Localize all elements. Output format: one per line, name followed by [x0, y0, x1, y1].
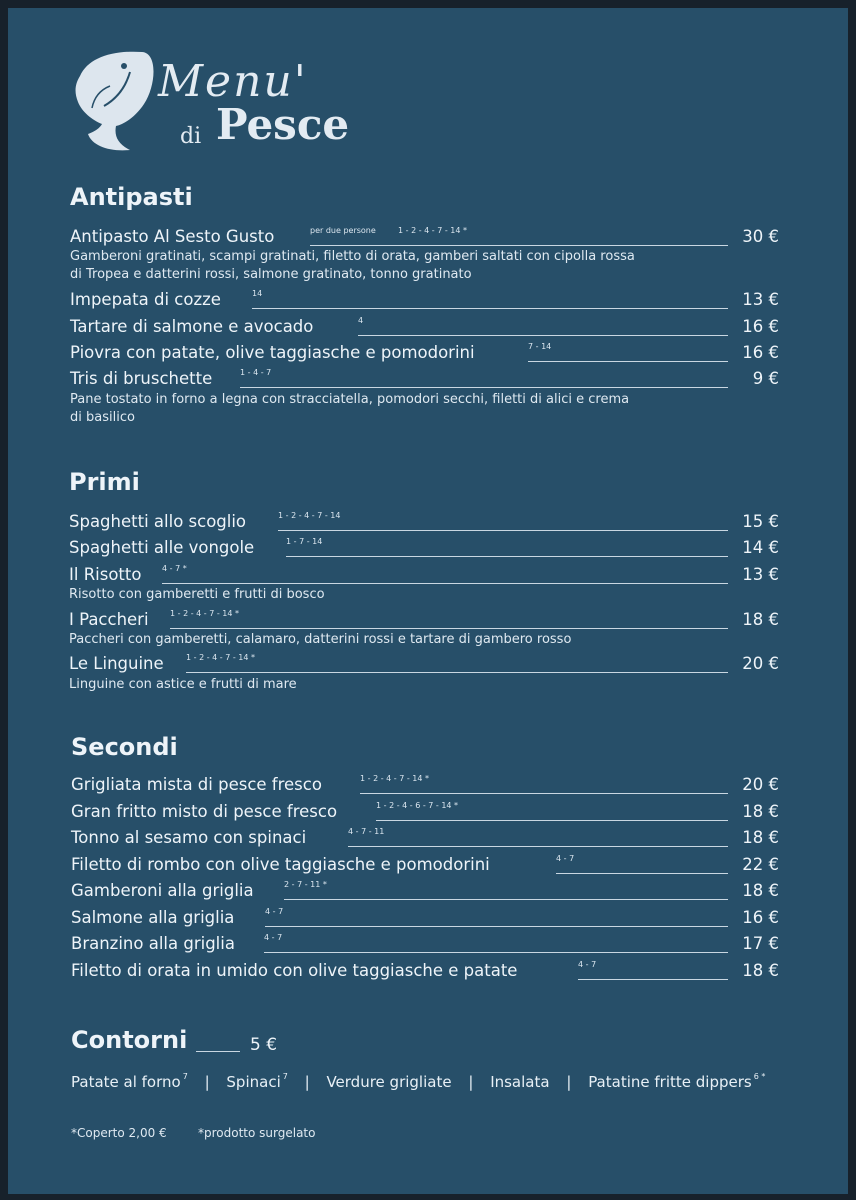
- logo-title-di: di: [180, 124, 202, 149]
- menu-item: [8, 828, 848, 852]
- side-allergens: 7: [282, 1072, 288, 1081]
- item-price: 16 €: [742, 317, 779, 336]
- leader-line: [162, 583, 728, 584]
- leader-line: [278, 530, 728, 531]
- item-name: Branzino alla griglia: [71, 934, 235, 953]
- item-price: 20 €: [742, 775, 779, 794]
- section-title-secondi: Secondi: [71, 733, 178, 761]
- leader-line: [196, 1051, 240, 1052]
- item-allergens: 1 - 2 - 4 - 7 - 14 *: [398, 226, 467, 235]
- item-price: 15 €: [742, 512, 779, 531]
- separator: |: [304, 1073, 310, 1091]
- leader-line: [578, 979, 728, 980]
- item-allergens: 7 - 14: [528, 342, 552, 351]
- item-allergens: 4 - 7: [265, 907, 284, 916]
- item-price: 13 €: [742, 290, 779, 309]
- item-allergens: 4 - 7: [556, 854, 575, 863]
- leader-line: [264, 952, 728, 953]
- item-price: 22 €: [742, 855, 779, 874]
- separator: |: [468, 1073, 474, 1091]
- side-item: [588, 1072, 765, 1091]
- leader-line: [265, 926, 728, 927]
- menu-item: [8, 654, 848, 678]
- leader-line: [252, 308, 728, 309]
- item-price: 16 €: [742, 908, 779, 927]
- item-allergens: 14: [252, 289, 263, 298]
- menu-item: [8, 538, 848, 562]
- leader-line: [376, 820, 728, 821]
- item-allergens: 2 - 7 - 11 *: [284, 880, 327, 889]
- leader-line: [286, 556, 728, 557]
- item-description: Pane tostato in forno a legna con stracciatella, pomodori secchi, filetti di alici e crema: [70, 392, 630, 407]
- item-description: Paccheri con gamberetti, calamaro, datterini rossi e tartare di gambero rosso: [69, 632, 572, 647]
- side-name: Spinaci: [226, 1073, 281, 1091]
- item-name: Tartare di salmone e avocado: [70, 317, 314, 336]
- menu-item: [8, 802, 848, 826]
- menu-item: [8, 855, 848, 879]
- side-name: Insalata: [490, 1073, 550, 1091]
- item-name: Tonno al sesamo con spinaci: [71, 828, 307, 847]
- item-description: Gamberoni gratinati, scampi gratinati, filetto di orata, gamberi saltati con cipolla rossa: [70, 249, 635, 264]
- item-description: di Tropea e datterini rossi, salmone gratinato, tonno gratinato: [70, 267, 472, 282]
- side-item: [490, 1073, 549, 1091]
- side-item: [326, 1073, 451, 1091]
- item-allergens: 1 - 7 - 14: [286, 537, 323, 546]
- section-title-primi: Primi: [69, 468, 140, 496]
- item-name: Salmone alla griglia: [71, 908, 235, 927]
- leader-line: [240, 387, 728, 388]
- item-description: Linguine con astice e frutti di mare: [69, 677, 297, 692]
- side-name: Patate al forno: [71, 1073, 181, 1091]
- leader-line: [284, 899, 728, 900]
- item-price: 13 €: [742, 565, 779, 584]
- item-price: 9 €: [752, 369, 779, 388]
- item-allergens: 1 - 2 - 4 - 7 - 14: [278, 511, 341, 520]
- side-allergens: 7: [182, 1072, 188, 1081]
- menu-item: [8, 934, 848, 958]
- item-allergens: 4 - 7 *: [162, 564, 187, 573]
- item-allergens: 1 - 2 - 4 - 7 - 14 *: [170, 609, 239, 618]
- item-name: Antipasto Al Sesto Gusto: [70, 227, 275, 246]
- menu-item: [8, 317, 848, 341]
- item-allergens: 4 - 7: [264, 933, 283, 942]
- section-title-antipasti: Antipasti: [70, 183, 193, 211]
- item-name: Gran fritto misto di pesce fresco: [71, 802, 338, 821]
- item-name: Grigliata mista di pesce fresco: [71, 775, 322, 794]
- item-price: 16 €: [742, 343, 779, 362]
- item-allergens: 1 - 2 - 4 - 7 - 14 *: [360, 774, 429, 783]
- leader-line: [348, 846, 728, 847]
- item-note: per due persone: [310, 226, 376, 235]
- side-item: [226, 1072, 287, 1091]
- contorni-price: 5 €: [250, 1035, 278, 1055]
- item-allergens: 4 - 7: [578, 960, 597, 969]
- footer-coperto: *Coperto 2,00 €: [71, 1126, 167, 1140]
- footer-surgelato: *prodotto surgelato: [198, 1126, 316, 1140]
- leader-line: [360, 793, 728, 794]
- menu-item: [8, 775, 848, 799]
- leader-line: [528, 361, 728, 362]
- item-name: Le Linguine: [69, 654, 164, 673]
- item-price: 18 €: [742, 610, 779, 629]
- item-price: 17 €: [742, 934, 779, 953]
- side-name: Patatine fritte dippers: [588, 1073, 752, 1091]
- leader-line: [358, 335, 728, 336]
- item-name: Il Risotto: [69, 565, 142, 584]
- item-description: di basilico: [70, 410, 135, 425]
- leader-line: [170, 628, 728, 629]
- side-name: Verdure grigliate: [326, 1073, 452, 1091]
- item-allergens: 4 - 7 - 11: [348, 827, 385, 836]
- logo-title-main: Pesce: [216, 100, 350, 149]
- item-name: Spaghetti alle vongole: [69, 538, 255, 557]
- contorni-list: [71, 1072, 765, 1091]
- leader-line: [186, 672, 728, 673]
- side-item: [71, 1072, 188, 1091]
- item-name: Impepata di cozze: [70, 290, 221, 309]
- item-allergens: 4: [358, 316, 364, 325]
- menu-item: [8, 369, 848, 393]
- item-price: 18 €: [742, 828, 779, 847]
- leader-line: [310, 245, 728, 246]
- item-description: Risotto con gamberetti e frutti di bosco: [69, 587, 325, 602]
- leader-line: [556, 873, 728, 874]
- separator: |: [204, 1073, 210, 1091]
- item-price: 14 €: [742, 538, 779, 557]
- item-allergens: 1 - 2 - 4 - 6 - 7 - 14 *: [376, 801, 459, 810]
- item-price: 20 €: [742, 654, 779, 673]
- section-title-contorni: Contorni: [71, 1026, 188, 1054]
- item-name: Gamberoni alla griglia: [71, 881, 254, 900]
- menu-item: [8, 881, 848, 905]
- menu-item: [8, 512, 848, 536]
- fish-icon: [70, 46, 160, 151]
- item-name: Tris di bruschette: [70, 369, 213, 388]
- item-allergens: 1 - 4 - 7: [240, 368, 272, 377]
- item-price: 18 €: [742, 881, 779, 900]
- item-name: I Paccheri: [69, 610, 149, 629]
- logo-title-script: Menu': [158, 56, 308, 107]
- item-price: 30 €: [742, 227, 779, 246]
- side-allergens: 6 *: [753, 1072, 766, 1081]
- menu-item: [8, 908, 848, 932]
- menu-item: [8, 343, 848, 367]
- item-name: Filetto di rombo con olive taggiasche e pomodorini: [71, 855, 490, 874]
- menu-item: [8, 961, 848, 985]
- item-price: 18 €: [742, 802, 779, 821]
- item-name: Spaghetti allo scoglio: [69, 512, 247, 531]
- item-name: Piovra con patate, olive taggiasche e pomodorini: [70, 343, 475, 362]
- item-allergens: 1 - 2 - 4 - 7 - 14 *: [186, 653, 255, 662]
- separator: |: [566, 1073, 572, 1091]
- item-price: 18 €: [742, 961, 779, 980]
- menu-item: [8, 290, 848, 314]
- menu-page: [8, 8, 848, 1194]
- item-name: Filetto di orata in umido con olive taggiasche e patate: [71, 961, 518, 980]
